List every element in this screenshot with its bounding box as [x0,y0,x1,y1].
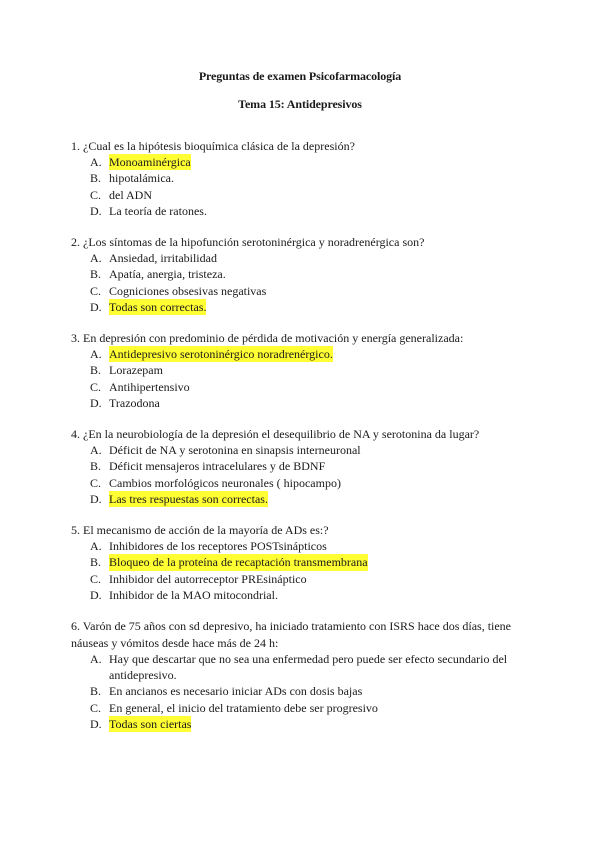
question-4 [71,426,541,507]
option-letter: B. [90,267,102,282]
question-2 [71,234,541,315]
option-letter: B. [90,459,102,474]
option-text: Lorazepam [109,363,163,378]
option-d [71,299,541,315]
option-letter: A. [90,443,102,458]
option-letter: B. [90,171,102,186]
option-letter: D. [90,395,102,410]
option-c [71,475,541,491]
option-d [71,587,541,603]
option-letter: B. [90,363,102,378]
option-letter: D. [90,203,102,218]
question-list [71,138,541,747]
option-letter: D. [90,587,102,602]
document-title: Preguntas de examen Psicofarmacología [198,69,402,83]
option-letter: D. [90,716,102,731]
question-6 [71,618,541,732]
option-letter: C. [90,379,102,394]
option-letter: C. [90,283,102,298]
question-stem: 4. ¿En la neurobiología de la depresión el desequilibrio de NA y serotonina da lugar? [71,427,480,442]
option-text: La teoría de ratones. [109,203,207,218]
question-stem: 3. En depresión con predominio de pérdida de motivación y energía generalizada: [71,331,464,346]
option-text-highlighted: Todas son correctas. [109,299,207,314]
option-a [71,346,541,362]
option-d [71,716,541,732]
option-letter: A. [90,251,102,266]
option-c [71,283,541,299]
option-c [71,700,541,716]
option-text: Hay que descartar que no sea una enfermedad pero puede ser efecto secundario del antidepresivo. [109,652,508,683]
option-letter: A. [90,539,102,554]
option-letter: C. [90,571,102,586]
option-d [71,395,541,411]
option-text: Inhibidor de la MAO mitocondrial. [109,587,278,602]
option-list [71,538,541,603]
question-stem: 5. El mecanismo de acción de la mayoría de ADs es:? [71,523,329,538]
option-a [71,651,541,683]
option-list [71,346,541,411]
option-b [71,362,541,378]
option-c [71,379,541,395]
option-letter: B. [90,684,102,699]
option-letter: C. [90,700,102,715]
option-list [71,442,541,507]
option-d [71,491,541,507]
option-text: En ancianos es necesario iniciar ADs con dosis bajas [109,684,363,699]
option-text: hipotalámica. [109,171,174,186]
option-text: Inhibidores de los receptores POSTsinápticos [109,539,327,554]
option-a [71,538,541,554]
option-letter: B. [90,555,102,570]
option-text-highlighted: Bloqueo de la proteína de recaptación transmembrana [109,555,368,570]
option-text: Déficit mensajeros intracelulares y de BDNF [109,459,326,474]
option-list [71,651,541,732]
option-letter: C. [90,187,102,202]
question-3 [71,330,541,411]
option-a [71,442,541,458]
option-text-highlighted: Las tres respuestas son correctas. [109,491,268,506]
option-list [71,154,541,219]
option-text: Trazodona [109,395,160,410]
question-5 [71,522,541,603]
option-text: Déficit de NA y serotonina en sinapsis interneuronal [109,443,361,458]
question-stem: 2. ¿Los síntomas de la hipofunción serotoninérgica y noradrenérgica son? [71,235,425,250]
option-letter: A. [90,155,102,170]
option-text: Cogniciones obsesivas negativas [109,283,267,298]
option-text: Ansiedad, irritabilidad [109,251,217,266]
option-letter: A. [90,347,102,362]
question-stem: 1. ¿Cual es la hipótesis bioquímica clásica de la depresión? [71,139,355,153]
question-1 [71,138,541,219]
option-text: En general, el inicio del tratamiento debe ser progresivo [109,700,378,715]
option-text: del ADN [109,187,152,202]
option-b [71,458,541,474]
option-text: Apatía, anergia, tristeza. [109,267,226,282]
option-b [71,554,541,570]
option-text: Cambios morfológicos neuronales ( hipocampo) [109,475,341,490]
option-text: Inhibidor del autorreceptor PREsináptico [109,571,307,586]
option-a [71,154,541,170]
document-subtitle: Tema 15: Antidepresivos [238,97,362,111]
option-d [71,203,541,219]
option-text-highlighted: Todas son ciertas [109,716,192,731]
option-letter: D. [90,491,102,506]
option-letter: C. [90,475,102,490]
option-b [71,170,541,186]
option-text-highlighted: Antidepresivo serotoninérgico noradrenérgico. [109,347,333,362]
option-b [71,683,541,699]
option-c [71,571,541,587]
option-b [71,266,541,282]
option-list [71,250,541,315]
option-text-highlighted: Monoaminérgica [109,155,191,170]
question-stem: 6. Varón de 75 años con sd depresivo, ha iniciado tratamiento con ISRS hace dos días, tiene náuseas y vómitos desde hace más de 24 h: [71,619,512,650]
option-letter: D. [90,299,102,314]
option-text: Antihipertensivo [109,379,190,394]
option-a [71,250,541,266]
option-letter: A. [90,652,102,667]
option-c [71,187,541,203]
